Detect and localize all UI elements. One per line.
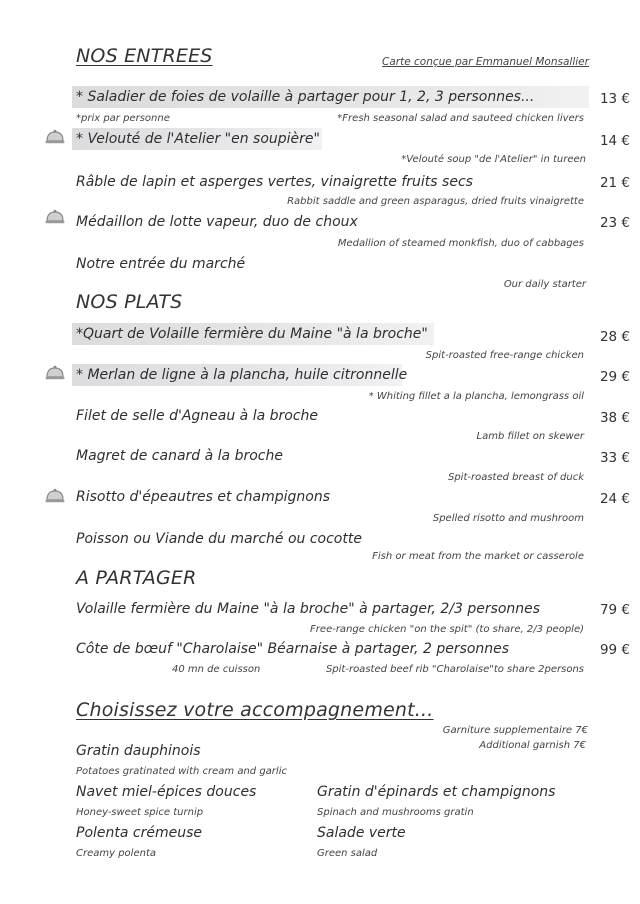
dish-translation: Our daily starter [503,279,586,290]
side-name: Polenta crémeuse [76,825,202,841]
cloche-icon [44,364,66,382]
dish-name: Volaille fermière du Maine "à la broche" à partager, 2/3 personnes [76,601,541,617]
dish-translation: Spelled risotto and mushroom [432,513,584,524]
dish-translation: Spit-roasted free-range chicken [425,350,584,361]
dish-name: Râble de lapin et asperges vertes, vinaigrette fruits secs [76,174,473,190]
dish-name: Côte de bœuf "Charolaise" Béarnaise à partager, 2 personnes [76,641,510,657]
dish-price: 23 € [599,215,630,231]
dish-price: 21 € [599,175,630,191]
dish-name: Risotto d'épeautres et champignons [76,489,330,505]
dish-name: Magret de canard à la broche [76,448,283,464]
dish-price: 24 € [599,491,630,507]
dish-translation: Rabbit saddle and green asparagus, dried fruits vinaigrette [287,196,584,207]
dish-name: Médaillon de lotte vapeur, duo de choux [76,214,358,230]
credit-line: Carte conçue par Emmanuel Monsallier [382,56,589,68]
dish-name: Filet de selle d'Agneau à la broche [76,408,319,424]
dish-translation: Spit-roasted breast of duck [447,472,584,483]
side-translation: Spinach and mushrooms gratin [317,807,474,818]
dish-price: 14 € [599,133,630,149]
section-title-accompagnement: Choisissez votre accompagnement... [76,699,434,721]
price-note: *prix par personne [76,113,170,124]
side-translation: Potatoes gratinated with cream and garlic [76,766,287,777]
dish-price: 79 € [599,602,630,618]
section-title-partager: A PARTAGER [76,567,197,589]
dish-price: 99 € [599,642,630,658]
dish-price: 38 € [599,410,630,426]
dish-price: 29 € [599,369,630,385]
dish-name: Notre entrée du marché [76,256,246,272]
dish-price: 13 € [599,91,630,107]
dish-translation: Fish or meat from the market or casserole [372,551,584,562]
dish-name: Poisson ou Viande du marché ou cocotte [76,531,362,547]
dish-price: 28 € [599,329,630,345]
dish-translation: * Whiting fillet a la plancha, lemongrass oil [368,391,584,402]
cloche-icon [44,128,66,146]
dish-translation: Medallion of steamed monkfish, duo of cabbages [337,238,584,249]
dish-name: * Saladier de foies de volaille à partager pour 1, 2, 3 personnes... [76,89,535,105]
section-title-entrees: NOS ENTREES [76,45,213,67]
dish-price: 33 € [599,450,630,466]
cloche-icon [44,487,66,505]
garnish-price-en: Additional garnish 7€ [479,740,586,751]
dish-name: *Quart de Volaille fermière du Maine "à la broche" [76,326,428,342]
side-translation: Creamy polenta [76,848,156,859]
dish-translation: *Fresh seasonal salad and sauteed chicken livers [337,113,584,124]
side-name: Salade verte [317,825,406,841]
section-title-plats: NOS PLATS [76,291,183,313]
garnish-price-fr: Garniture supplementaire 7€ [442,725,588,736]
side-name: Gratin dauphinois [76,743,201,759]
dish-name: * Velouté de l'Atelier "en soupière" [76,131,320,147]
side-name: Navet miel-épices douces [76,784,257,800]
dish-translation: Spit-roasted beef rib "Charolaise"to share 2persons [325,664,584,675]
side-translation: Green salad [317,848,378,859]
side-translation: Honey-sweet spice turnip [76,807,204,818]
dish-translation: Free-range chicken "on the spit" (to share, 2/3 people) [310,624,584,635]
cooking-time-note: 40 mn de cuisson [172,664,261,675]
dish-translation: Lamb fillet on skewer [476,431,584,442]
dish-translation: *Velouté soup "de l'Atelier" in tureen [401,154,586,165]
side-name: Gratin d'épinards et champignons [317,784,556,800]
dish-name: * Merlan de ligne à la plancha, huile citronnelle [76,367,408,383]
cloche-icon [44,208,66,226]
